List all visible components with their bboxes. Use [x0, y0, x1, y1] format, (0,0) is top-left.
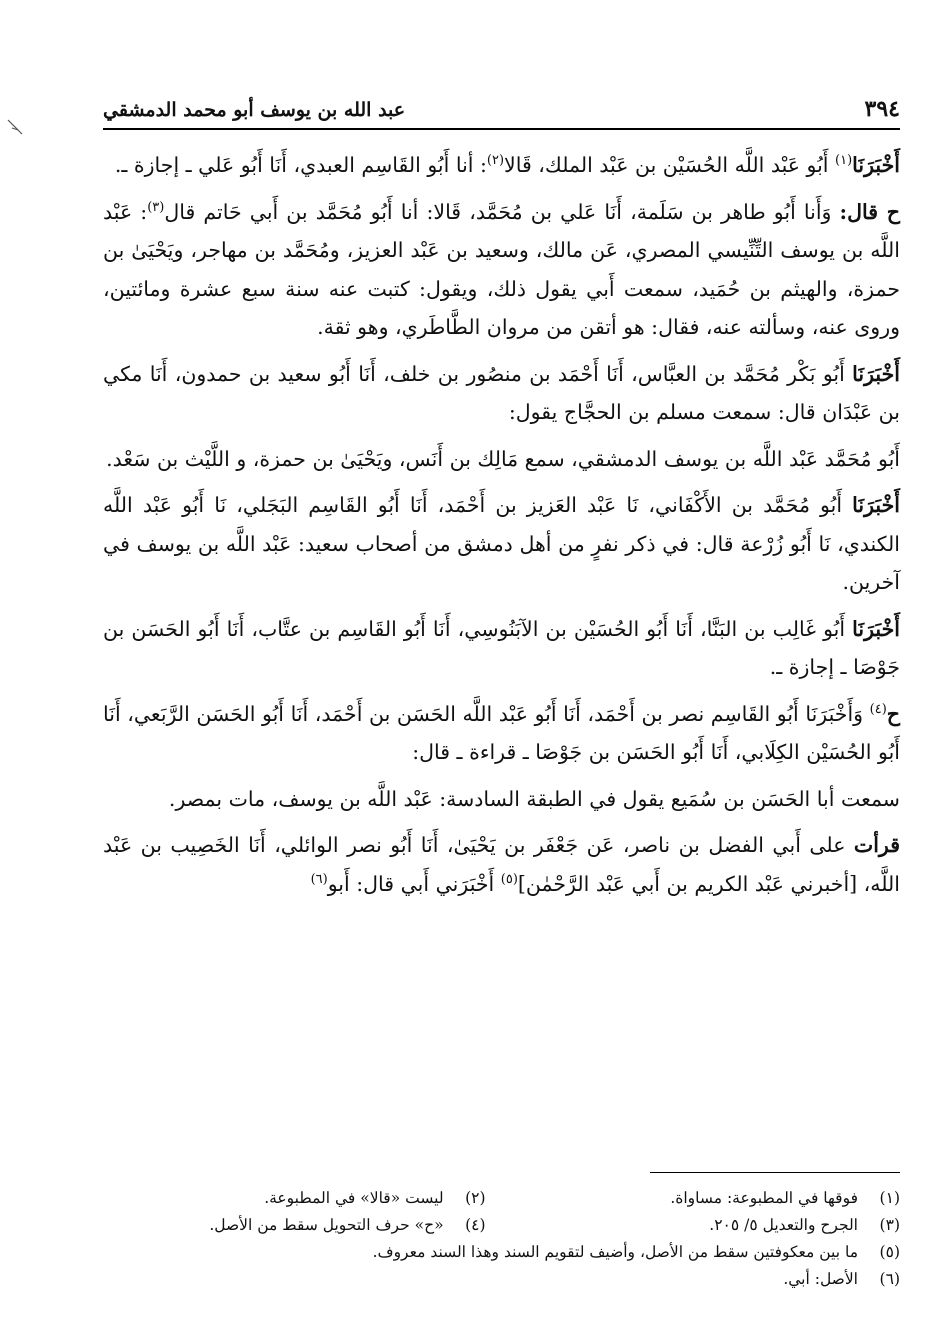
paragraph — [103, 610, 900, 687]
footnote-number: (٦) — [879, 1270, 900, 1288]
footnote — [264, 1185, 485, 1212]
paragraph — [103, 146, 900, 185]
paragraph — [103, 695, 900, 772]
footnote-ref: (٦) — [310, 871, 328, 887]
footnote-text: ما بين معكوفتين سقط من الأصل، وأضيف لتقويم السند وهذا السند معروف. — [372, 1243, 858, 1261]
paragraph-lead: أَخْبَرَنَا — [852, 153, 900, 177]
paragraph — [103, 355, 900, 432]
paragraph — [103, 780, 900, 819]
paragraph-text: أَبُو مُحَمَّد عَبْد اللَّه بن يوسف الدمشقي، سمع مَالِك بن أَنَس، ويَحْيَىٰ بن حمزة، و اللَّيْث بن سَعْد. — [106, 446, 900, 471]
footnote-ref: (٣) — [147, 199, 165, 215]
footnote-text: ليست «قالا» في المطبوعة. — [264, 1189, 444, 1207]
paragraph-lead: أَخْبَرَنَا — [852, 493, 900, 517]
paragraph — [103, 193, 900, 347]
paragraph — [103, 440, 900, 479]
paragraph-text: سمعت أبا الحَسَن بن سُمَيع يقول في الطبقة السادسة: عَبْد اللَّه بن يوسف، مات بمصر. — [168, 786, 900, 811]
page-number: ٣٩٤ — [864, 96, 900, 122]
running-title: عبد الله بن يوسف أبو محمد الدمشقي — [103, 99, 406, 121]
footnote-number: (٤) — [465, 1216, 486, 1234]
footnote-ref: (٤) — [869, 701, 887, 717]
footnote-ref: (٥) — [500, 871, 518, 887]
paragraph-text: أَبُو بَكْر مُحَمَّد بن العبَّاس، أَنَا أَحْمَد بن منصُور بن خلف، أَنَا أَبُو سعيد بن حمدون، أَنَا مكي بن عَبْدَان قال: سمعت مسلم بن الحجَّاج يقول: — [103, 361, 900, 424]
footnote — [103, 1266, 900, 1293]
footnote — [209, 1212, 485, 1239]
paragraph-lead: ح — [886, 701, 900, 726]
footnote-text: الأصل: أبي. — [783, 1270, 858, 1288]
footnote-number: (٥) — [879, 1243, 900, 1261]
footnote-ref: (٢) — [486, 153, 505, 169]
footnote-row — [103, 1185, 900, 1212]
footnote-number: (٣) — [879, 1216, 900, 1234]
footnote — [103, 1239, 900, 1266]
footnote-text: الجرح والتعديل ٥/ ٢٠٥. — [709, 1216, 858, 1234]
paragraph-lead: ح قال: — [839, 199, 900, 224]
paragraph-lead: قرأت — [853, 833, 900, 857]
paragraph-text: : أنا أَبُو القَاسِم العبدي، أَنَا أَبُو عَلي ـ إجازة ـ. — [114, 153, 487, 177]
footnote-row — [103, 1212, 900, 1239]
paragraph-text: أَبُو غَالِب بن البَنَّا، أَنَا أَبُو الحُسَيْن بن الآبَنُوسِي، أَنَا أَبُو القَاسِم بن عتَّاب، أَنَا أَبُو الحَسَن بن جَوْصَا ـ إجازة ـ. — [103, 616, 900, 679]
paragraph-text: على أَبي الفضل بن ناصر، عَن جَعْفَر بن يَحْيَىٰ، أَنَا أَبُو نصر الوائلي، أَنَا الخَصِيب بن عَبْد اللَّه، [أخبرني عَبْد الكريم بن أَبي عَبْد الرَّحْمٰن] — [103, 833, 900, 896]
footnote-ref: (١) — [835, 153, 853, 169]
paragraph-text: أَبُو مُحَمَّد بن الأَكْفَاني، نَا عَبْد العَزيز بن أَحْمَد، أَنَا أَبُو القَاسِم البَجَلي، نَا أَبُو عَبْد اللَّه الكندي، نَا أَبُو زُرْعة قال: في ذكر نفرٍ من أهل دمشق من أصحاب سعيد: عَبْد اللَّه بن يوسف في آخرين. — [103, 493, 900, 594]
paragraph — [103, 486, 900, 602]
footnote-text: فوقها في المطبوعة: مساواة. — [670, 1189, 858, 1207]
footnotes — [103, 1185, 900, 1293]
footnote-separator — [650, 1172, 900, 1173]
paragraph-lead: أَخْبَرَنَا — [852, 616, 900, 641]
footnote-number: (٢) — [465, 1189, 486, 1207]
paragraph-text: وَأَنا أَبُو طاهر بن سَلَمة، أَنَا عَلي بن مُحَمَّد، قَالا: أنا أَبُو مُحَمَّد بن أَبي حَاتم قال — [164, 199, 840, 224]
paragraph-text: : عَبْد اللَّه بن يوسف التِّنِّيسي المصري، عَن مالك، وسعيد بن عَبْد العزيز، ومُحَمَّد بن مهاجر، ويَحْيَىٰ بن حمزة، والهيثم بن حُمَيد، سمعت أَبي يقول ذلك، ويقول: كتبت عنه سنة سبع عشرة ومائتين، وروى عنه، وسألته عنه، فقال: هو أتقن من مروان الطَّاطَري، وهو ثقة. — [103, 199, 900, 339]
paragraph — [103, 826, 900, 903]
footnote-number: (١) — [879, 1189, 900, 1207]
footnote — [486, 1212, 900, 1239]
paragraph-text: أَبُو عَبْد اللَّه الحُسَيْن بن عَبْد الملك، قَالا — [504, 153, 836, 177]
page-header — [103, 92, 900, 130]
footnote-text: «ح» حرف التحويل سقط من الأصل. — [209, 1216, 444, 1234]
footnote — [486, 1185, 900, 1212]
paragraph-text: أَخْبَرَني أَبي قال: أَبو — [327, 871, 501, 896]
crosshair-mark-icon — [6, 118, 24, 136]
paragraph-text: وَأَخْبَرَنَا أَبُو القَاسِم نصر بن أَحْمَد، أَنَا أَبُو عَبْد اللَّه الحَسَن بن أَحْمَد، أَنَا أَبُو الحَسَن الرَّبَعي، أَنَا أَبُو الحُسَيْن الكِلَابي، أَنَا أَبُو الحَسَن بن جَوْصَا ـ قراءة ـ قال: — [103, 701, 900, 764]
paragraph-lead: أَخْبَرَنَا — [852, 361, 900, 386]
main-text — [103, 146, 900, 909]
